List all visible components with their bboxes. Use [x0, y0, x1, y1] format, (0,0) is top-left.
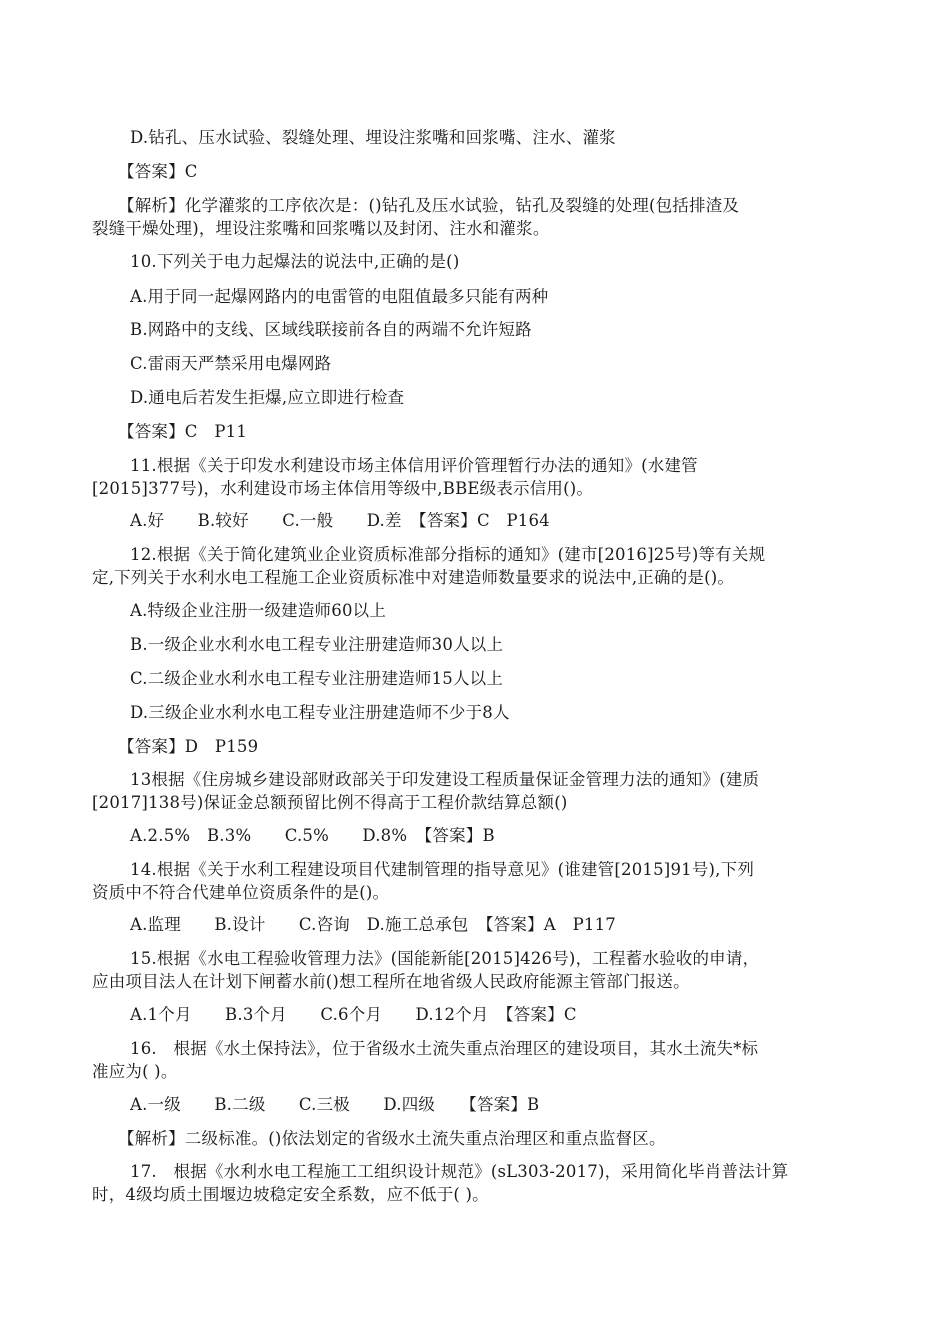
question-16-line-1: 16. 根据《水土保持法》，位于省级水土流失重点治理区的建设项目，其水土流失*标 — [130, 1039, 759, 1058]
option-10d: D.通电后若发生拒爆,应立即进行检查 — [130, 388, 405, 407]
answer-12: 【答案】D P159 — [118, 737, 259, 756]
question-15-line-2: 应由项目法人在计划下闸蓄水前()想工程所在地省级人民政府能源主管部门报送。 — [92, 972, 690, 991]
option-12d: D.三级企业水利水电工程专业注册建造师不少于8人 — [130, 703, 510, 722]
option-10a: A.用于同一起爆网路内的电雷管的电阻值最多只能有两种 — [130, 287, 549, 306]
option-12a: A.特级企业注册一级建造师60以上 — [130, 601, 387, 620]
question-12-line-2: 定,下列关于水利水电工程施工企业资质标准中对建造师数量要求的说法中,正确的是()。 — [92, 568, 735, 587]
analysis-16: 【解析】二级标准。()依法划定的省级水土流失重点治理区和重点监督区。 — [118, 1129, 666, 1148]
analysis-9-line-1: 【解析】化学灌浆的工序依次是：()钻孔及压水试验，钻孔及裂缝的处理(包括排渣及 — [118, 196, 740, 215]
analysis-9-line-2: 裂缝干燥处理)，埋设注浆嘴和回浆嘴以及封闭、注水和灌浆。 — [92, 219, 550, 238]
question-11-line-1: 11.根据《关于印发水利建设市场主体信用评价管理暂行办法的通知》(水建管 — [130, 456, 698, 475]
options-14: A.监理 B.设计 C.咨询 D.施工总承包 【答案】A P117 — [130, 915, 616, 934]
answer-10: 【答案】C P11 — [118, 422, 248, 441]
answer-9: 【答案】C — [118, 162, 198, 181]
options-11: A.好 B.较好 C.一般 D.差 【答案】C P164 — [130, 511, 550, 530]
question-13-line-1: 13根据《住房城乡建设部财政部关于印发建设工程质量保证金管理力法的通知》(建质 — [130, 770, 760, 789]
options-13: A.2.5% B.3% C.5% D.8% 【答案】B — [130, 826, 495, 845]
question-12-line-1: 12.根据《关于简化建筑业企业资质标准部分指标的通知》(建市[2016]25号)等有关规 — [130, 545, 766, 564]
option-10b: B.网路中的支线、区域线联接前各自的两端不允许短路 — [130, 320, 532, 339]
option-9d: D.钻孔、压水试验、裂缝处理、埋设注浆嘴和回浆嘴、注水、灌浆 — [130, 128, 616, 147]
question-17-line-2: 时，4级均质土围堰边坡稳定安全系数，应不低于( )。 — [92, 1185, 489, 1204]
question-15-line-1: 15.根据《水电工程验收管理力法》(国能新能[2015]426号)，工程蓄水验收的申请， — [130, 949, 760, 968]
options-15: A.1个月 B.3个月 C.6个月 D.12个月 【答案】C — [130, 1005, 577, 1024]
question-14-line-2: 资质中不符合代建单位资质条件的是()。 — [92, 883, 390, 902]
question-17-line-1: 17. 根据《水利水电工程施工工组织设计规范》(sL303-2017)，采用简化毕肖普法计算 — [130, 1162, 789, 1181]
question-16-line-2: 准应为( )。 — [92, 1062, 178, 1081]
question-14-line-1: 14.根据《关于水利工程建设项目代建制管理的指导意见》(谁建管[2015]91号),下列 — [130, 860, 755, 879]
option-12b: B.一级企业水利水电工程专业注册建造师30人以上 — [130, 635, 504, 654]
option-10c: C.雷雨天严禁采用电爆网路 — [130, 354, 332, 373]
question-11-line-2: [2015]377号)，水利建设市场主体信用等级中,BBE级表示信用()。 — [92, 479, 594, 498]
question-10: 10.下列关于电力起爆法的说法中,正确的是() — [130, 252, 460, 271]
options-16: A.一级 B.二级 C.三极 D.四级 【答案】B — [130, 1095, 540, 1114]
option-12c: C.二级企业水利水电工程专业注册建造师15人以上 — [130, 669, 504, 688]
question-13-line-2: [2017]138号)保证金总额预留比例不得高于工程价款结算总额() — [92, 793, 568, 812]
